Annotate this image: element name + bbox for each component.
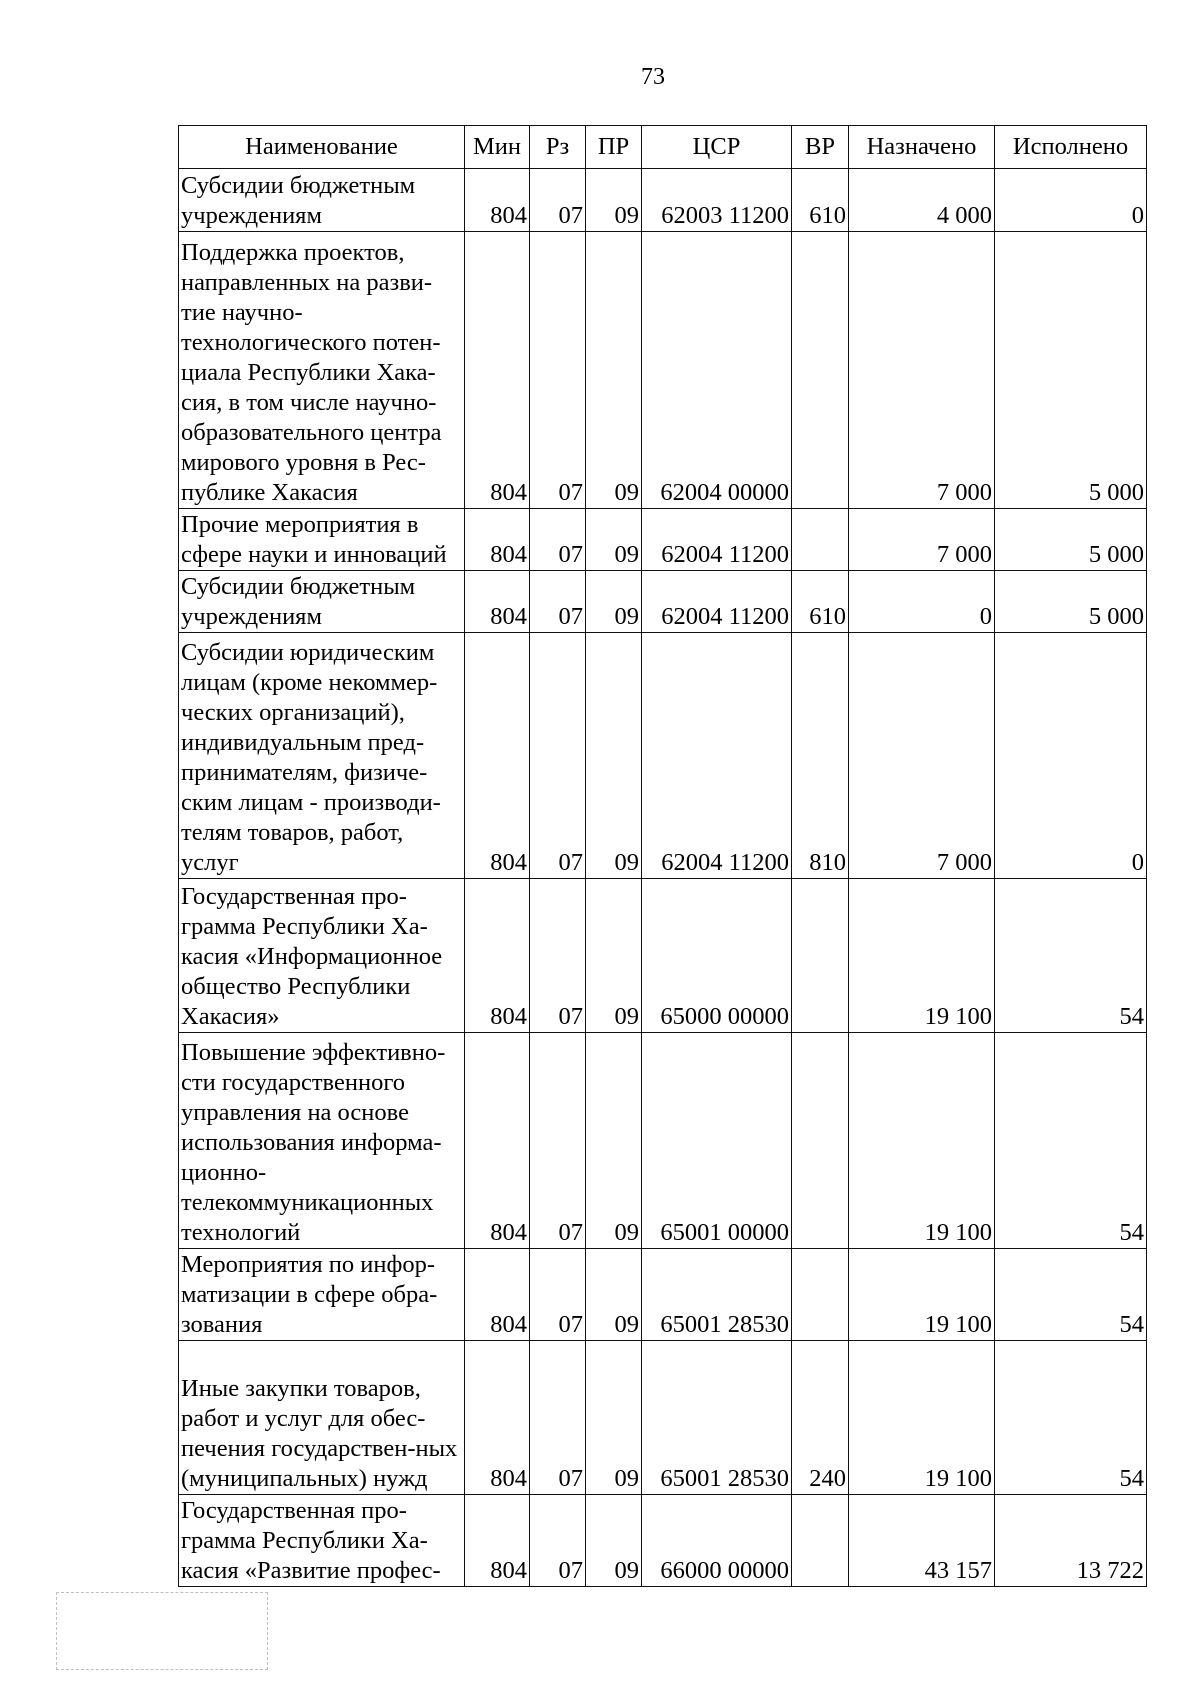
col-header-pr: ПР [586,126,642,169]
cell-vr: 610 [792,571,849,633]
cell-executed: 5 000 [995,571,1147,633]
cell-name: Субсидии бюджетным учреждениям [179,169,465,232]
cell-rz: 07 [530,169,586,232]
cell-vr: 810 [792,633,849,879]
cell-executed: 54 [995,1249,1147,1341]
cell-rz: 07 [530,571,586,633]
cell-name: Повышение эффективно-сти государственного управления на основе использования информа-ционно-телекоммуникационных технологий [179,1033,465,1249]
cell-vr: 610 [792,169,849,232]
cell-csr: 65001 00000 [642,1033,792,1249]
cell-vr [792,879,849,1033]
cell-pr: 09 [586,1341,642,1495]
cell-rz: 07 [530,1341,586,1495]
cell-name: Поддержка проектов, направленных на разви-тие научно-технологического потен-циала Республики Хака-сия, в том числе научно-образовательного центра мирового уровня в Рес-публике Хакасия [179,232,465,509]
page-number: 73 [641,64,665,90]
col-header-name: Наименование [179,126,465,169]
cell-name: Мероприятия по инфор-матизации в сфере обра-зования [179,1249,465,1341]
cell-assigned: 43 157 [849,1495,995,1587]
cell-csr: 62004 11200 [642,571,792,633]
cell-pr: 09 [586,633,642,879]
cell-min: 804 [465,879,530,1033]
cell-executed: 5 000 [995,509,1147,571]
cell-min: 804 [465,571,530,633]
cell-assigned: 7 000 [849,633,995,879]
cell-name: Субсидии бюджетным учреждениям [179,571,465,633]
cell-pr: 09 [586,509,642,571]
cell-name: Государственная про-грамма Республики Ха-касия «Информационное общество Республики Хакасия» [179,879,465,1033]
cell-vr [792,1249,849,1341]
table-row [179,633,1147,879]
cell-assigned: 4 000 [849,169,995,232]
table-row [179,1341,1147,1495]
cell-executed: 0 [995,633,1147,879]
cell-pr: 09 [586,1033,642,1249]
cell-name: Прочие мероприятия в сфере науки и инноваций [179,509,465,571]
table-row [179,571,1147,633]
cell-csr: 62003 11200 [642,169,792,232]
cell-csr: 62004 00000 [642,232,792,509]
cell-csr: 65001 28530 [642,1249,792,1341]
cell-min: 804 [465,1033,530,1249]
cell-vr [792,1033,849,1249]
cell-executed: 54 [995,1341,1147,1495]
cell-csr: 65000 00000 [642,879,792,1033]
cell-rz: 07 [530,633,586,879]
cell-min: 804 [465,169,530,232]
cell-rz: 07 [530,1033,586,1249]
cell-vr [792,232,849,509]
cell-rz: 07 [530,879,586,1033]
cell-vr: 240 [792,1341,849,1495]
cell-pr: 09 [586,232,642,509]
table-row [179,1033,1147,1249]
cell-name: Иные закупки товаров, работ и услуг для обес-печения государствен-ных (муниципальных) нужд [179,1341,465,1495]
cell-vr [792,509,849,571]
cell-rz: 07 [530,509,586,571]
cell-min: 804 [465,1249,530,1341]
table-row [179,509,1147,571]
col-header-executed: Исполнено [995,126,1147,169]
cell-min: 804 [465,1495,530,1587]
cell-csr: 62004 11200 [642,633,792,879]
table-row [179,1495,1147,1587]
cell-assigned: 0 [849,571,995,633]
cell-min: 804 [465,633,530,879]
cell-name: Государственная про-грамма Республики Ха-касия «Развитие профес- [179,1495,465,1587]
table-row [179,879,1147,1033]
cell-csr: 66000 00000 [642,1495,792,1587]
cell-assigned: 7 000 [849,232,995,509]
cell-csr: 65001 28530 [642,1341,792,1495]
cell-rz: 07 [530,1495,586,1587]
cell-rz: 07 [530,232,586,509]
faded-stamp [56,1592,268,1670]
budget-execution-table [178,125,1147,1587]
col-header-rz: Рз [530,126,586,169]
cell-pr: 09 [586,1495,642,1587]
table-header-row [179,126,1147,169]
table-row [179,1249,1147,1341]
cell-assigned: 7 000 [849,509,995,571]
table-row [179,232,1147,509]
cell-pr: 09 [586,879,642,1033]
cell-pr: 09 [586,571,642,633]
col-header-assigned: Назначено [849,126,995,169]
table-row [179,169,1147,232]
cell-executed: 0 [995,169,1147,232]
cell-vr [792,1495,849,1587]
cell-csr: 62004 11200 [642,509,792,571]
cell-executed: 13 722 [995,1495,1147,1587]
cell-executed: 54 [995,879,1147,1033]
cell-executed: 5 000 [995,232,1147,509]
cell-executed: 54 [995,1033,1147,1249]
col-header-csr: ЦСР [642,126,792,169]
col-header-min: Мин [465,126,530,169]
cell-pr: 09 [586,1249,642,1341]
cell-assigned: 19 100 [849,1341,995,1495]
cell-assigned: 19 100 [849,1033,995,1249]
cell-min: 804 [465,509,530,571]
cell-pr: 09 [586,169,642,232]
cell-assigned: 19 100 [849,1249,995,1341]
cell-name: Субсидии юридическим лицам (кроме некоммер-ческих организаций), индивидуальным пред-принимателям, физиче-ским лицам - производи-телям товаров, работ, услуг [179,633,465,879]
cell-min: 804 [465,1341,530,1495]
cell-assigned: 19 100 [849,879,995,1033]
col-header-vr: ВР [792,126,849,169]
cell-min: 804 [465,232,530,509]
cell-rz: 07 [530,1249,586,1341]
